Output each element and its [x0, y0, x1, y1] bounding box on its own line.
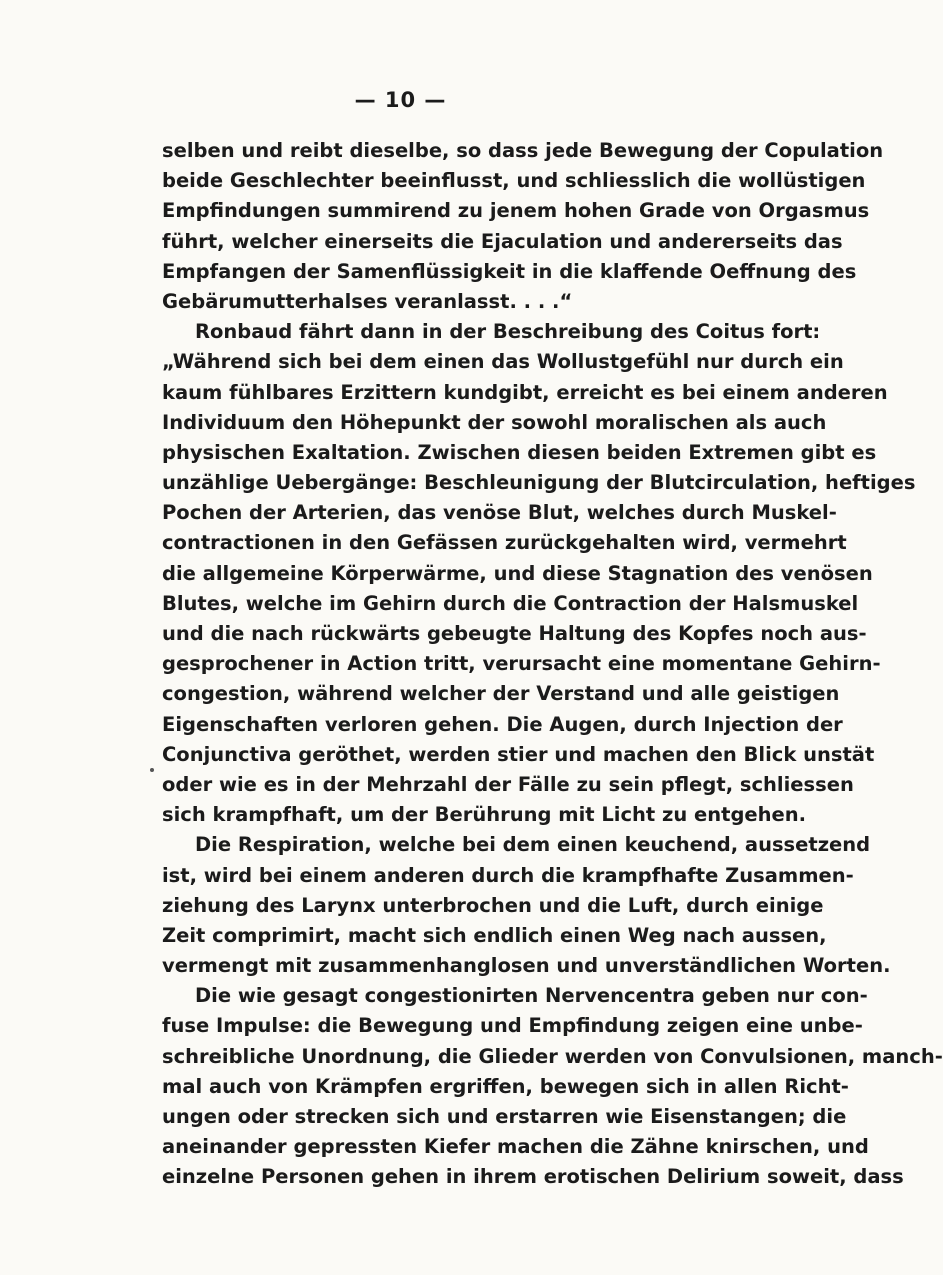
body-text [162, 136, 943, 1193]
text-line: selben und reibt dieselbe, so dass jede Bewegung der Copulation [162, 139, 884, 162]
text-line: Zeit comprimirt, macht sich endlich einen Weg nach aussen, [162, 923, 827, 947]
text-line: Die wie gesagt congestionirten Nervencentra geben nur con- [195, 984, 868, 1008]
text-line: Conjunctiva geröthet, werden stier und machen den Blick unstät [162, 742, 875, 766]
text-line: aneinander gepressten Kiefer machen die Zähne knirschen, und [162, 1135, 869, 1159]
print-speck [150, 768, 154, 772]
text-line: einzelne Personen gehen in ihrem erotischen Delirium soweit, dass [162, 1165, 904, 1189]
page-number: — 10 — [354, 88, 447, 112]
text-line: sich krampfhaft, um der Berührung mit Licht zu entgehen. [162, 803, 807, 827]
text-line: contractionen in den Gefässen zurückgehalten wird, vermehrt [162, 531, 847, 555]
text-line: die allgemeine Körperwärme, und diese Stagnation des venösen [162, 561, 873, 585]
text-line: Eigenschaften verloren gehen. Die Augen, durch Injection der [162, 712, 843, 736]
text-line: „Während sich bei dem einen das Wollustgefühl nur durch ein [162, 350, 844, 374]
text-line: ist, wird bei einem anderen durch die krampfhafte Zusammen- [162, 863, 854, 887]
text-line: congestion, während welcher der Verstand und alle geistigen [162, 682, 840, 706]
text-line: Ronbaud fährt dann in der Beschreibung des Coitus fort: [195, 320, 821, 344]
text-line: ungen oder strecken sich und erstarren wie Eisenstangen; die [162, 1105, 847, 1128]
text-line: oder wie es in der Mehrzahl der Fälle zu sein pflegt, schliessen [162, 772, 854, 796]
text-line: gesprochener in Action tritt, verursacht eine momentane Gehirn- [162, 652, 881, 676]
text-line: führt, welcher einerseits die Ejaculation und andererseits das [162, 229, 843, 253]
text-line: Empfindungen summirend zu jenem hohen Grade von Orgasmus [162, 199, 870, 223]
text-line: Pochen der Arterien, das venöse Blut, welches durch Muskel- [162, 501, 837, 525]
text-line: Blutes, welche im Gehirn durch die Contraction der Halsmuskel [162, 591, 859, 615]
text-line: beide Geschlechter beeinflusst, und schliesslich die wollüstigen [162, 169, 866, 193]
text-line: und die nach rückwärts gebeugte Haltung des Kopfes noch aus- [162, 622, 867, 645]
text-line: Empfangen der Samenflüssigkeit in die klaffende Oeffnung des [162, 259, 857, 283]
text-line: vermengt mit zusammenhanglosen und unverständlichen Worten. [162, 954, 891, 978]
text-line: Gebärumutterhalses veranlasst. . . .“ [162, 289, 573, 313]
text-line: ziehung des Larynx unterbrochen und die Luft, durch einige [162, 893, 824, 917]
text-line: Individuum den Höhepunkt der sowohl moralischen als auch [162, 410, 827, 434]
text-line: physischen Exaltation. Zwischen diesen beiden Extremen gibt es [162, 440, 877, 464]
text-line: mal auch von Krämpfen ergriffen, bewegen sich in allen Richt- [162, 1074, 849, 1098]
text-line: fuse Impulse: die Bewegung und Empfindung zeigen eine unbe- [162, 1014, 863, 1038]
text-line: unzählige Uebergänge: Beschleunigung der Blutcirculation, heftiges [162, 471, 916, 495]
text-line: kaum fühlbares Erzittern kundgibt, erreicht es bei einem anderen [162, 380, 888, 404]
text-line: schreibliche Unordnung, die Glieder werden von Convulsionen, manch- [162, 1044, 943, 1068]
text-line: Die Respiration, welche bei dem einen keuchend, aussetzend [195, 833, 871, 857]
